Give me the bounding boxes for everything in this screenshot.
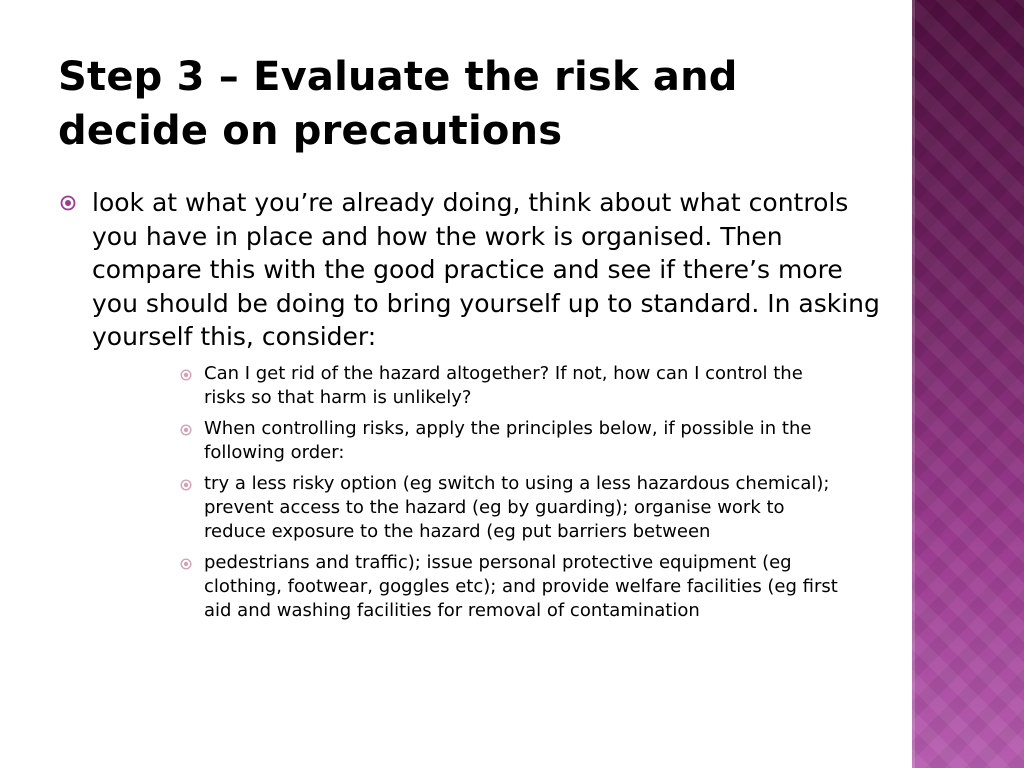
target-bullet-icon bbox=[180, 424, 192, 436]
sub-bullet-text: Can I get rid of the hazard altogether? If not, how can I control the risks so that harm is unlikely? bbox=[204, 362, 803, 408]
sub-bullet-text: When controlling risks, apply the principles below, if possible in the following order: bbox=[204, 417, 812, 463]
sub-bullet-text: pedestrians and traffic); issue personal protective equipment (eg clothing, footwear, goggles etc); and provide welfare facilities (eg first aid and washing facilities for removal of contamination bbox=[204, 551, 838, 621]
sub-bullet-item bbox=[180, 417, 840, 465]
target-bullet-icon bbox=[180, 369, 192, 381]
target-bullet-icon bbox=[60, 195, 76, 211]
main-bullet-text: look at what you’re already doing, think about what controls you have in place and how the work is organised. Then compare this with the good practice and see if there’s more you should be doing to bring yourself up to standard. In asking yourself this, consider: bbox=[92, 188, 880, 351]
sub-bullet-item bbox=[180, 362, 840, 410]
sub-bullet-list bbox=[180, 362, 840, 623]
target-bullet-icon bbox=[180, 558, 192, 570]
slide-content bbox=[60, 186, 880, 630]
slide-title: Step 3 – Evaluate the risk and decide on precautions bbox=[58, 54, 738, 154]
sub-bullet-text: try a less risky option (eg switch to using a less hazardous chemical); prevent access to the hazard (eg by guarding); organise work to reduce exposure to the hazard (eg put barriers between bbox=[204, 472, 830, 542]
main-bullet-item bbox=[60, 186, 880, 354]
target-bullet-icon bbox=[180, 479, 192, 491]
sub-bullet-item bbox=[180, 551, 840, 623]
side-band-edge bbox=[912, 0, 915, 768]
sub-bullet-item bbox=[180, 472, 840, 544]
decorative-side-band bbox=[912, 0, 1024, 768]
